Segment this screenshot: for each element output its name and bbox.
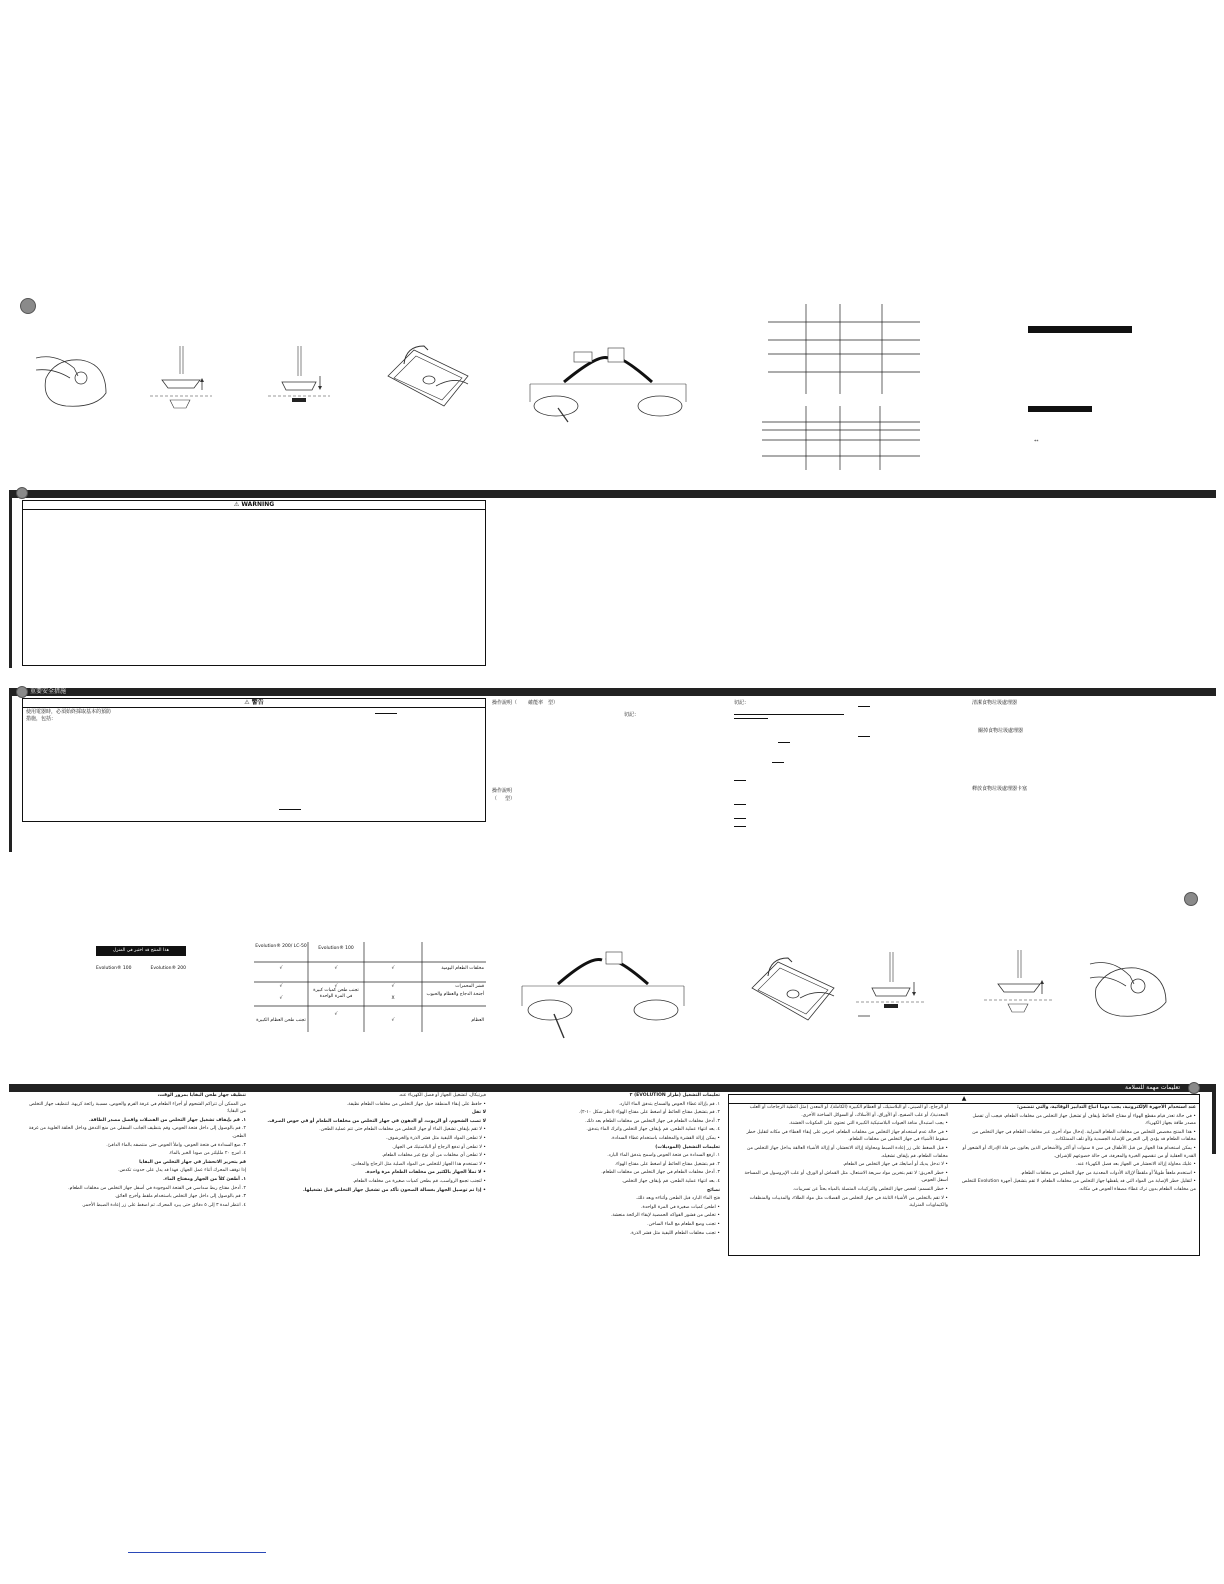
sink-with-faucet-illustration-mirrored	[748, 948, 838, 1030]
hand-pressing-reset-illustration	[36, 348, 108, 410]
warning-title-ar: ▲	[729, 1095, 1199, 1104]
table-cell: تجنب طحن العظام الكبيرة	[256, 1018, 306, 1023]
table-cell: √	[391, 984, 395, 989]
warning-title-zh: ⚠ 警告	[23, 699, 485, 708]
ar-col1-p3: • يمكن استخدام هذا الجهاز من قبل الأطفال في سن ٨ سنوات أو أكثر والأشخاص الذين يعانون من قلة الإدراك أو الشعور أو القدرة العقلية أو من تنقصهم الخبرة والمعرفة، في حالة خضوعهم للإشراف.	[962, 1145, 1196, 1159]
tested-at-home-inset	[96, 946, 186, 990]
ar-col2-p4: • لا تدخل يديك أو أصابعك في جهاز التخلص من الطعام.	[842, 1162, 948, 1168]
water-flow-down-illustration	[268, 346, 330, 410]
band-circle-icon	[1188, 1082, 1200, 1094]
ar-col1-p0: عند استخدام الأجهزة الإلكترونية، يجب دوماً اتباع التدابير الوقائية، والتي تتضمن:	[1016, 1105, 1196, 1110]
section-band-zh	[9, 688, 1216, 696]
ar-col5-p4: ٣. ضع السدادة في فتحة الحوض، واملأ الحوض حتى منتصفه بالماء الدافئ.	[106, 1142, 246, 1148]
warning-zh-line2: 措施，包括：	[26, 716, 57, 722]
ar-col5-p7: إذا توقف المحرك أثناء عمل الجهاز، فهذا قد يدل على حدوث تكدس.	[118, 1168, 246, 1174]
warning-box-zh	[22, 698, 486, 822]
zh-ops-c: 型）	[547, 700, 558, 706]
zh-ops-b: 確能率	[528, 700, 544, 706]
arabic-column-2	[736, 1104, 948, 1211]
underline-mark	[375, 713, 397, 714]
ar-col3-p3: ٣. أدخل مخلفات الطعام في جهاز التخلص من مخلفات الطعام بعد ذلك.	[585, 1118, 720, 1124]
rule	[734, 718, 768, 719]
double-asterisk-note: **	[1034, 440, 1039, 445]
page-circle-icon	[1184, 892, 1198, 906]
section-number-icon	[20, 298, 36, 314]
band-circle-icon	[16, 487, 28, 499]
zh-ops-a: 操作說明（	[492, 700, 518, 706]
table-header-evolution-100: Evolution® 100	[318, 946, 354, 951]
ar-col4-p7: • لا تطحن أي مخلفات من أي نوع غير مخلفات الطعام.	[381, 1153, 486, 1159]
footer-link-underline[interactable]	[128, 1552, 266, 1553]
rule	[734, 818, 746, 819]
spec-table-bottom	[762, 406, 920, 470]
ar-col5-p10: ٣. قم بالوصول إلى داخل جهاز التخلص باستخدام ملقط وأخرج العائق.	[114, 1194, 246, 1200]
ar-col3-p13: • اطحن كميات صغيرة في المرة الواحدة.	[640, 1204, 720, 1210]
zh-ops-heading-1	[492, 700, 558, 707]
spec-table-top	[768, 304, 920, 394]
ar-col4-p5: • لا تطحن المواد الليفية مثل قشر الذرة والخرشوف.	[385, 1135, 486, 1141]
ar-col3-p16: • تجنب مخلفات الطعام الليفية مثل قشر الذرة.	[629, 1230, 720, 1236]
underline-mark	[279, 809, 301, 810]
disposer-removal-diagram-mirrored	[520, 950, 686, 1042]
table-cell: √	[279, 996, 283, 1001]
ar-col1-p6: • لتقليل خطر الإصابة من المواد التي قد يلفظها جهاز التخلص من مخلفات الطعام، لا تقم بتشغيل أجهزة Evolution للتخلص من مخلفات الطعام بدون ترك غطاء مصفاة الحوض في مكانه.	[961, 1179, 1196, 1192]
ar-col2-p3: • قبل الضغط على زر إعادة الضبط ومحاولة إزالة الانحشار، أو إزالة الأشياء العالقة بداخل جهاز التخلص من مخلفات الطعام، قم بإيقاف تشغيله.	[746, 1145, 948, 1159]
table-header-evolution-200: Evolution® 200/ LC-50	[255, 944, 307, 949]
zh-jam-heading: 釋放食物垃圾處理器卡塞	[972, 786, 1028, 792]
table-cell: √	[391, 1018, 395, 1023]
ar-col1-p5: • استخدم ملعقاً طويلاً أو ملقطاً لإزالة الأدوات المعدنية من جهاز التخلص من مخلفات الطعام.	[1020, 1170, 1196, 1176]
inset-line2: Evolution® 200	[150, 966, 186, 971]
ar-col2-p7: • لا تقم بالتخلص من الأشياء الثابتة في جهاز التخلص من الفضلات مثل مواد الطلاء، والمذيبات والمنظفات والكيماويات المنزلية.	[749, 1195, 948, 1209]
zh-ops-heading-2: 操作說明	[492, 788, 513, 794]
water-flow-up-illustration	[150, 346, 212, 410]
table-cell: √	[334, 966, 338, 971]
ar-col5-p6: قم بتحرير الانحشار في جهاز التخلص من البقايا	[139, 1159, 246, 1165]
ar-col2-p6: • خطر التسمم: افحص جهاز التخلص والتركيبات المتصلة بالمياه بحثاً عن تسريبات.	[792, 1186, 948, 1192]
ar-col5-p2: ١. قم بإيقاف تشغيل جهاز التخلص من الفضلات وافصل مصدر الطاقة.	[89, 1117, 246, 1123]
zh-ops-f: （	[492, 796, 498, 802]
section-label-zh: 重要安全措施	[30, 688, 67, 695]
ar-col4-p4: • لا تقم بإيقاف تشغيل الماء أو جهاز التخلص من مخلفات الطعام حتى تتم عملية الطحن.	[319, 1127, 486, 1133]
ar-col3-p7: ١. ارفع السدادة من فتحة الحوض واسمح بتدفق الماء البارد.	[607, 1153, 720, 1159]
arabic-column-5	[22, 1092, 246, 1210]
rule	[734, 804, 746, 805]
heading-bar-small	[1028, 406, 1092, 412]
hand-pressing-reset-illustration-2	[1088, 956, 1168, 1022]
ar-col4-p1: • حافظ على إبقاء المنطقة حول جهاز التخلص من مخلفات الطعام نظيفة.	[346, 1101, 486, 1107]
ar-col4-p11: • إذا تم توصيل الجهاز بغسالة الصحون تأكد من تشغيل جهاز التخلص قبل تشغيلها.	[302, 1187, 486, 1193]
ar-col3-p10: ٤. بعد انتهاء عملية الطحن، قم بإيقاف جهاز التخلص.	[621, 1178, 720, 1184]
arabic-column-1	[960, 1104, 1196, 1195]
ar-col5-p3: ٢. قم بالوصول إلى داخل فتحة الحوض، وقم بتنظيف الجانب السفلي من منع التدفق وداخل الحلقة العلوية من غرفة الطحن.	[28, 1126, 246, 1139]
ar-col3-p1: ١. قم بإزالة غطاء الحوض والسماح بتدفق الماء البارد.	[618, 1101, 720, 1107]
ar-col2-p5: • خطر الحريق: لا تقم بتخزين مواد سريعة الاشتعال، مثل القماش أو الورق، أو علب الإيروسول في المساحة أسفل الحوض.	[744, 1170, 948, 1184]
table-cell: √	[279, 966, 283, 971]
ar-col3-p6: تعليمات التشغيل (الموديلات)	[655, 1144, 720, 1150]
ar-col2-p1: • يجب استبدال منافذ العبوات البلاستيكية الكبيرة التي تحتوي على المكونات الخشنة.	[788, 1121, 948, 1127]
inset-models	[96, 966, 186, 972]
ar-col5-p9: ٢. أدخل مفتاح ربط سداسي في الفتحة الموجودة في أسفل جهاز التخلص من مخلفات الطعام.	[68, 1185, 246, 1191]
section-label-ar: تعليمات مهمة للسلامة	[1125, 1084, 1180, 1091]
ar-col5-p5: ٤. امزج ٢٠ ملليلتر من صودا الخبز بالماء.	[168, 1151, 246, 1157]
zh-ops-g: 型）	[504, 796, 515, 802]
ar-col3-p8: ٢. قم بتشغيل مفتاح الحائط أو اضغط على مفتاح الهواء.	[614, 1161, 720, 1167]
ar-col4-p9: • لا تملأ الجهاز بالكثير من مخلفات الطعام مرة واحدة.	[365, 1170, 486, 1176]
ar-col3-p9: ٣. أدخل مخلفات الطعام في جهاز التخلص من مخلفات الطعام.	[601, 1170, 720, 1176]
table-row-label: قشر المحمرات	[455, 984, 484, 989]
table-cell: √	[391, 966, 395, 971]
arabic-column-4	[256, 1092, 486, 1195]
disposer-removal-diagram	[528, 346, 688, 424]
rule	[734, 714, 844, 715]
zh-clean-heading: 清潔食物垃圾處理器	[972, 700, 1018, 706]
left-edge-bar	[9, 694, 12, 852]
warning-zh-line1: 使用電器時，必須始終採取基本的預防	[26, 709, 112, 715]
rule	[858, 736, 870, 737]
inset-title: هذا المنتج قد اختبر في المنزل	[96, 946, 186, 956]
warning-title-en: ⚠ WARNING	[23, 501, 485, 510]
ar-col3-p11: نصائح	[706, 1187, 720, 1193]
ar-col1-p1: • في حالة تعذر قيام مقطع الهواء أو مفتاح الحائط بإيقاف أو تشغيل جهاز التخلص من مخلفات الطعام، فيجب أن تفصل مصدر طاقة بجهاز الكهرباء.	[972, 1113, 1196, 1127]
section-band-en	[9, 490, 1216, 498]
rule	[734, 780, 746, 781]
table-row-label: العظام	[471, 1018, 484, 1023]
ar-col5-p0: تنظيف جهاز طحن البقايا بمرور الوقت،	[157, 1093, 246, 1098]
sink-with-faucet-illustration	[384, 336, 470, 420]
table-row-label: أجنحة الدجاج والعظام والحبوب	[426, 992, 484, 997]
ar-col3-p15: • تجنب وضع الطعام مع الماء الساخن.	[647, 1221, 720, 1227]
water-flow-down-illustration-2	[856, 952, 926, 1024]
ar-col3-p4: ٤. بعد انتهاء عملية الطحن، قم بإيقاف جهاز التخلص واترك الماء يتدفق.	[586, 1127, 720, 1133]
ar-col3-p12: فتح الماء البارد قبل الطحن وأثناءه وبعد ذلك.	[635, 1196, 720, 1202]
ar-col3-p14: • تخلص من قشور الفواكه الحمضية لإبقاء الرائحة منعشة.	[610, 1213, 720, 1219]
rule	[772, 762, 784, 763]
ar-col4-p8: • لا تستخدم هذا الجهاز للتخلص من المواد الصلبة مثل الزجاج والمعادن.	[350, 1161, 486, 1167]
table-cell: √	[334, 1012, 338, 1017]
ar-col2-p2: • في حالة عدم استخدام جهاز التخلص من مخلفات الطعام، احرص على إبقاء الغطاء في مكانه لتقليل خطر سقوط الأشياء في جهاز التخلص من مخلفات الطعام.	[746, 1129, 948, 1143]
ar-col4-p6: • لا تطحن أو تدفع الزجاج أو البلاستيك في الجهاز.	[392, 1144, 486, 1150]
zh-ops-remember: 切記：	[624, 712, 640, 718]
ar-col5-p1: من الممكن أن تتراكم الشحوم أو أجزاء الطعام في غرفة الفرم والحوض، مسببة رائحة كريهة. لتنظيف جهاز التخلص من البقايا:	[29, 1101, 246, 1115]
table-cell: X	[391, 996, 395, 1001]
right-edge-bar	[1212, 1090, 1216, 1154]
table-cell: تجنب طحن كميات كبيرة في المرة الواحدة	[313, 988, 359, 999]
zh-col2-title: 切記：	[734, 700, 750, 706]
section-band-ar	[9, 1084, 1216, 1092]
rule	[778, 742, 790, 743]
warning-box-en	[22, 500, 486, 666]
ar-col4-p2: لا تقل	[471, 1110, 486, 1116]
ar-col3-p5: • يمكن إزالة القشرة والمخلفات باستخدام غطاء السدادة.	[610, 1135, 720, 1141]
arabic-column-3	[494, 1092, 720, 1238]
inset-line1: Evolution® 100	[96, 966, 132, 971]
zh-ops-paren	[492, 796, 515, 803]
ar-col4-p10: • لتجنب تجمع الرواسب، قم بطحن كميات صغيرة من مخلفات الطعام.	[352, 1178, 486, 1184]
heading-bar-black	[1028, 326, 1132, 333]
water-flow-up-illustration-2	[984, 950, 1054, 1016]
table-cell: √	[279, 984, 283, 989]
ar-col2-p0: أو الزجاج، أو الصيني، أو البلاستيك، أو العظام الكبيرة (الكاملة)، أو المعدن (مثل أغطية الزجاجات أو العلب المعدنية)، أو علب الصفيح، أو الأوراق، أو الأسلاك، أو السوائل الساخنة الأخرى.	[749, 1105, 948, 1118]
ar-col5-p8: ١. أطفئ كلاً من الجهاز ومفتاح الماء.	[163, 1176, 246, 1182]
table-row-label: مخلفات الطعام اليومية	[441, 966, 484, 971]
ar-col3-p2: ٢. قم بتشغيل مفتاح الحائط أو اضغط على مفتاح الهواء (انظر شكل ١٠-٢).	[578, 1110, 720, 1116]
ar-col1-p4: • عليك محاولة إزالة الانحشار في الجهاز بعد فصل الكهرباء عنه.	[1076, 1162, 1196, 1168]
rule	[734, 826, 746, 827]
food-compatibility-table	[254, 942, 486, 1032]
left-edge-bar	[9, 496, 12, 668]
ar-col4-p3: لا تصب الشحوم، أو الزيوت، أو الدهون في جهاز التخلص من مخلفات الطعام أو في حوض الصرف.	[267, 1118, 486, 1124]
band-circle-icon	[16, 686, 28, 698]
ar-col3-p0: تعليمات التشغيل (طراز EVOLUTION) ٢	[629, 1093, 720, 1098]
zh-turn-off-heading: 關掉食物垃圾處理器	[978, 728, 1024, 734]
rule	[858, 706, 870, 707]
table-cell: √	[334, 984, 338, 989]
ar-col1-p2: • هذا المنتج مخصص للتخلص من مخلفات الطعام المنزلية. إدخال مواد أخرى غير مخلفات الطعام في جهاز التخلص من مخلفات الطعام قد يؤدي إلى التعرض للإصابة الجسدية و/أو تلف الممتلكات.	[972, 1129, 1196, 1143]
ar-col5-p11: ٤. انتظر لمدة ٣ إلى ٥ دقائق حتى يبرد المحرك، ثم اضغط على زر إعادة الضبط الأحمر.	[81, 1202, 246, 1208]
ar-col4-p0: فيرتيكال، لتشغيل الجهاز أو فصل الكهرباء عنه.	[398, 1093, 486, 1098]
